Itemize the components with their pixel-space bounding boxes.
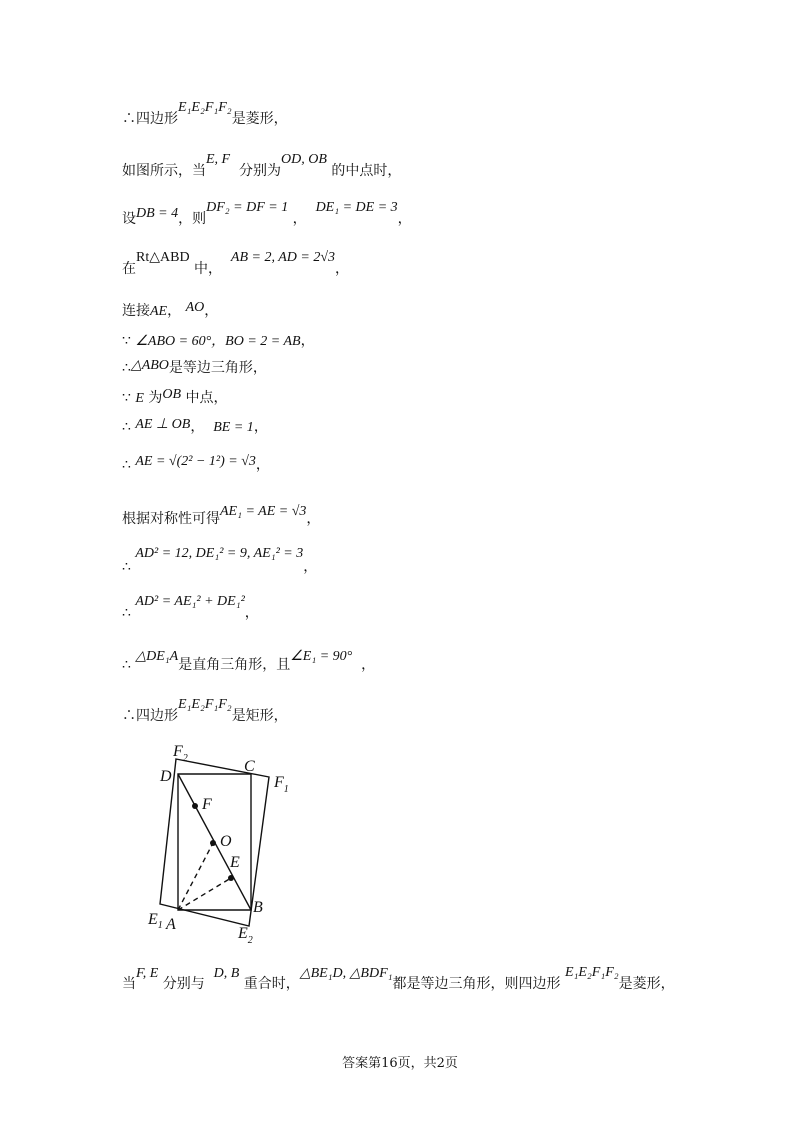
math: AE = √(2² − 1²) = √3	[135, 454, 256, 469]
math: OD, OB	[281, 152, 327, 167]
label-e: E	[230, 854, 240, 871]
text: ∴	[122, 657, 131, 673]
text: ∴	[122, 360, 131, 376]
math: AO	[185, 300, 205, 315]
math: AE ⊥ OB	[135, 417, 191, 432]
text: ∴四边形	[122, 111, 178, 127]
math: △DE₁A	[135, 649, 179, 664]
text: ∴	[122, 419, 131, 435]
math: F, E	[136, 966, 159, 981]
text: ，	[253, 419, 268, 435]
math: AD² = AE₁² + DE₁²	[135, 594, 245, 609]
text: 如图所示，当	[122, 163, 206, 179]
math: △ABO	[130, 358, 169, 373]
text: 根据对称性可得	[122, 511, 220, 527]
text: 设	[122, 211, 136, 227]
text: ∵	[122, 333, 131, 349]
math: DE₁ = DE = 3	[315, 200, 398, 215]
text: 当	[122, 976, 136, 992]
text-line	[122, 152, 402, 179]
math: AD² = 12, DE₁² = 9, AE₁² = 3	[135, 546, 304, 561]
text: 是等边三角形，	[168, 360, 267, 376]
text: ，	[335, 261, 350, 277]
text-line	[122, 387, 228, 406]
label-d: D	[160, 768, 172, 785]
math: E₁E₂F₁F₂	[178, 100, 232, 115]
math: BE = 1	[213, 420, 254, 435]
text-line	[122, 417, 268, 435]
label-o: O	[220, 833, 232, 850]
text: 的中点时，	[331, 163, 402, 179]
label-e2: $E_2$	[238, 925, 253, 946]
text: 是菱形，	[618, 976, 675, 992]
text: ∵	[122, 390, 131, 406]
text-line	[122, 200, 412, 227]
text-line	[122, 594, 259, 621]
text: 中，	[194, 261, 223, 277]
text: ，	[244, 605, 259, 621]
math: Rt△ABD	[136, 250, 190, 265]
text-line	[122, 358, 267, 376]
text: 是直角三角形，且	[178, 657, 291, 673]
point-o	[210, 840, 216, 846]
text-line	[122, 250, 350, 277]
math: E	[135, 391, 144, 406]
text: ，	[255, 457, 270, 473]
math: △BE₁D, △BDF₁	[299, 966, 393, 981]
text: 是矩形，	[231, 708, 288, 724]
text: 在	[122, 261, 136, 277]
text: ，则	[178, 211, 207, 227]
label-b: B	[253, 899, 263, 916]
text: ∴四边形	[122, 708, 178, 724]
point-e	[228, 875, 234, 881]
text: ，	[303, 559, 318, 575]
text: 中点，	[185, 390, 228, 406]
geometry-figure	[142, 740, 322, 946]
math: D, B	[213, 966, 240, 981]
dashed-ae	[178, 878, 231, 910]
label-e1: $E_1$	[148, 911, 163, 931]
math: DB = 4	[136, 206, 179, 221]
math: AE	[150, 304, 168, 319]
math: E₁E₂F₁F₂	[178, 697, 232, 712]
text-line	[122, 504, 321, 527]
text-line	[122, 697, 288, 724]
math: DF₂ = DF = 1	[206, 200, 289, 215]
text-line	[122, 546, 318, 575]
text: ∴	[122, 457, 131, 473]
text: ，	[397, 211, 412, 227]
text-line	[122, 300, 219, 319]
text: ，	[292, 211, 307, 227]
text: ，	[300, 333, 315, 349]
text: ∴	[122, 605, 131, 621]
text: ∴	[122, 559, 131, 575]
math: E, F	[206, 152, 231, 167]
label-c: C	[244, 758, 255, 775]
point-f	[192, 803, 198, 809]
text: 都是等边三角形，则四边形	[392, 976, 561, 992]
text: ，	[306, 511, 321, 527]
math: AE₁ = AE = √3	[220, 504, 307, 519]
text-line	[122, 100, 288, 127]
label-f1: $F_1$	[274, 774, 289, 795]
math: ∠E₁ = 90°	[290, 649, 353, 664]
math: E₁E₂F₁F₂	[564, 965, 619, 980]
text: 是菱形，	[231, 111, 288, 127]
text: ，	[190, 419, 205, 435]
page-footer: 答案第16页，共2页	[342, 1056, 458, 1071]
math: ∠ABO = 60°，BO = 2 = AB	[135, 334, 301, 349]
math: AB = 2, AD = 2√3	[230, 250, 336, 265]
text: 分别为	[239, 163, 282, 179]
text: 重合时，	[243, 976, 300, 992]
text: ，	[361, 657, 376, 673]
math: OB	[162, 387, 182, 402]
text: 为	[148, 390, 163, 406]
text-line	[122, 334, 315, 349]
text-line	[122, 454, 270, 473]
text: ，	[167, 303, 182, 319]
text: 分别与	[162, 976, 205, 992]
text: ，	[204, 303, 219, 319]
text-line	[122, 965, 675, 992]
text-line	[122, 649, 376, 673]
label-a: A	[166, 916, 176, 933]
label-f: F	[202, 796, 212, 813]
text: 连接	[122, 303, 150, 319]
label-f2: $F_2$	[173, 743, 188, 764]
